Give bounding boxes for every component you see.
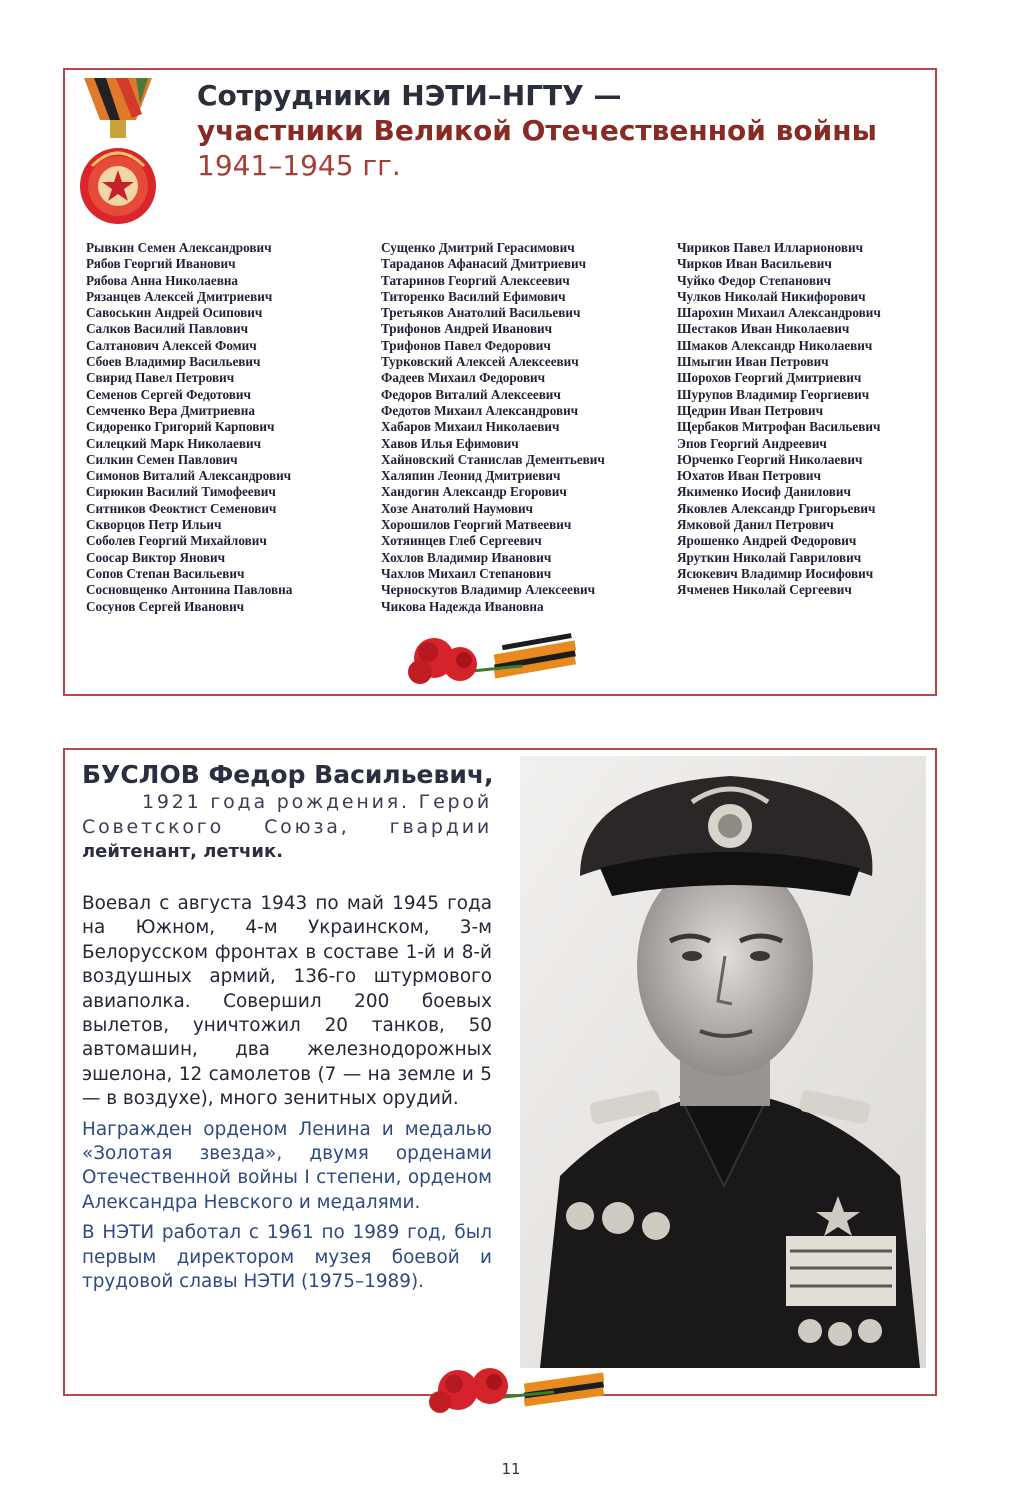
name-entry: Хавов Илья Ефимович (381, 435, 519, 451)
name-entry: Юрченко Георгий Николаевич (677, 451, 863, 467)
name-entry: Хотяинцев Глеб Сергеевич (381, 533, 542, 549)
name-entry: Сопов Степан Васильевич (86, 565, 245, 581)
name-entry: Щербаков Митрофан Васильевич (677, 419, 881, 435)
name-entry: Хабаров Михаил Николаевич (381, 419, 560, 435)
name-entry: Тараданов Афанасий Дмитриевич (381, 256, 587, 272)
carnations-ribbon-icon-bottom (424, 1356, 608, 1416)
name-entry: Щедрин Иван Петрович (677, 402, 824, 418)
bio-paragraph-career: В НЭТИ работал с 1961 по 1989 год, был первым директором музея боевой и трудовой славы НЭТИ (1975–1989). (82, 1222, 492, 1293)
name-entry: Ячменев Николай Сергеевич (677, 582, 852, 598)
bio-paragraph-awards: Награжден орденом Ленина и медалью «Золотая звезда», двумя орденами Отечественной войны I степени, орденом Александра Невского и медалями. (82, 1118, 492, 1213)
name-entry: Семченко Вера Дмитриевна (86, 402, 255, 418)
name-entry: Соболев Георгий Михайлович (86, 533, 267, 549)
names-column-3 (677, 240, 881, 599)
name-entry: Хохлов Владимир Иванович (381, 549, 552, 565)
name-entry: Татаринов Георгий Алексеевич (381, 272, 570, 288)
name-entry: Яковлев Александр Григорьевич (677, 500, 876, 516)
name-entry: Титоренко Василий Ефимович (381, 288, 566, 304)
portrait-photo (520, 756, 926, 1368)
title-line-1: Сотрудники НЭТИ–НГТУ — (197, 79, 622, 112)
name-entry: Федоров Виталий Алексеевич (381, 386, 561, 402)
name-entry: Ямковой Данил Петрович (677, 517, 834, 533)
bio-text-block (82, 760, 492, 1301)
page-title (197, 78, 927, 183)
name-entry: Силкин Семен Павлович (86, 451, 238, 467)
page-number: 11 (501, 1460, 521, 1478)
name-entry: Силецкий Марк Николаевич (86, 435, 262, 451)
name-entry: Ясюкевич Владимир Иосифович (677, 565, 874, 581)
name-entry: Шурупов Владимир Георгиевич (677, 386, 870, 402)
name-entry: Трифонов Павел Федорович (381, 337, 551, 353)
name-entry: Сбоев Владимир Васильевич (86, 354, 261, 370)
name-entry: Рывкин Семен Александрович (86, 240, 272, 255)
name-entry: Чириков Павел Илларионович (677, 240, 864, 255)
name-entry: Чуйко Федор Степанович (677, 272, 831, 288)
name-entry: Шмаков Александр Николаевич (677, 337, 873, 353)
bio-subtitle-line-2: Советского Союза, гвардии (82, 816, 492, 838)
bio-paragraph-service: Воевал с августа 1943 по май 1945 года на Южном, 4-м Украинском, 3-м Белорусском фронтах в составе 1-й и 8-й воздушных армий, 136-го штурмового авиаполка. Совершил 200 боевых вылетов, уничтожил 20 танков, 50 автомашин, два железнодорожных эшелона, 12 самолетов (7 — на земле и 5 — в воздухе), много зенитных орудий. (82, 893, 492, 1110)
name-entry: Шмыгин Иван Петрович (677, 354, 829, 370)
name-entry: Сосновщенко Антонина Павловна (86, 582, 293, 598)
name-entry: Шарохин Михаил Александрович (677, 305, 881, 321)
carnations-ribbon-icon (402, 628, 582, 690)
title-line-3: 1941–1945 гг. (197, 149, 401, 182)
name-entry: Турковский Алексей Алексеевич (381, 354, 579, 370)
name-entry: Скворцов Петр Ильич (86, 517, 222, 533)
name-entry: Федотов Михаил Александрович (381, 402, 579, 418)
name-entry: Свирид Павел Петрович (86, 370, 235, 386)
name-entry: Фадеев Михаил Федорович (381, 370, 546, 386)
name-entry: Салков Василий Павлович (86, 321, 249, 337)
names-column-1 (86, 240, 292, 615)
name-entry: Хозе Анатолий Наумович (381, 500, 533, 516)
name-entry: Хайновский Станислав Дементьевич (381, 451, 605, 467)
name-entry: Третьяков Анатолий Васильевич (381, 305, 581, 321)
name-entry: Семенов Сергей Федотович (86, 386, 251, 402)
name-entry: Халяпин Леонид Дмитриевич (381, 468, 561, 484)
name-entry: Рябов Георгий Иванович (86, 256, 236, 272)
name-entry: Чахлов Михаил Степанович (381, 565, 552, 581)
name-entry: Рябова Анна Николаевна (86, 272, 239, 288)
name-entry: Черноскутов Владимир Алексеевич (381, 582, 596, 598)
name-entry: Рязанцев Алексей Дмитриевич (86, 288, 273, 304)
name-entry: Шестаков Иван Николаевич (677, 321, 850, 337)
name-entry: Якименко Иосиф Данилович (677, 484, 851, 500)
name-entry: Хорошилов Георгий Матвеевич (381, 517, 572, 533)
name-entry: Чикова Надежда Ивановна (381, 598, 544, 614)
name-entry: Сирюкин Василий Тимофеевич (86, 484, 276, 500)
name-entry: Трифонов Андрей Иванович (381, 321, 553, 337)
bio-name: БУСЛОВ Федор Васильевич, (82, 760, 494, 789)
name-entry: Сущенко Дмитрий Герасимович (381, 240, 575, 255)
name-entry: Чулков Николай Никифорович (677, 288, 866, 304)
names-column-2 (381, 240, 605, 615)
name-entry: Савоськин Андрей Осипович (86, 305, 263, 321)
bio-subtitle-line-1: 1921 года рождения. Герой (141, 791, 492, 813)
name-entry: Яруткин Николай Гаврилович (677, 549, 862, 565)
name-entry: Сосунов Сергей Иванович (86, 598, 245, 614)
name-entry: Ситников Феоктист Семенович (86, 500, 277, 516)
title-line-2: участники Великой Отечественной войны (197, 114, 877, 147)
name-entry: Юхатов Иван Петрович (677, 468, 821, 484)
name-entry: Шорохов Георгий Дмитриевич (677, 370, 862, 386)
bio-subtitle-line-3: лейтенант, летчик. (82, 841, 284, 862)
medal-emblem-icon (76, 74, 160, 234)
name-entry: Соосар Виктор Янович (86, 549, 226, 565)
name-entry: Эпов Георгий Андреевич (677, 435, 827, 451)
name-entry: Ярошенко Андрей Федорович (677, 533, 857, 549)
name-entry: Чирков Иван Васильевич (677, 256, 832, 272)
name-entry: Хандогин Александр Егорович (381, 484, 567, 500)
name-entry: Сидоренко Григорий Карпович (86, 419, 275, 435)
name-entry: Симонов Виталий Александрович (86, 468, 292, 484)
name-entry: Салтанович Алексей Фомич (86, 337, 257, 353)
